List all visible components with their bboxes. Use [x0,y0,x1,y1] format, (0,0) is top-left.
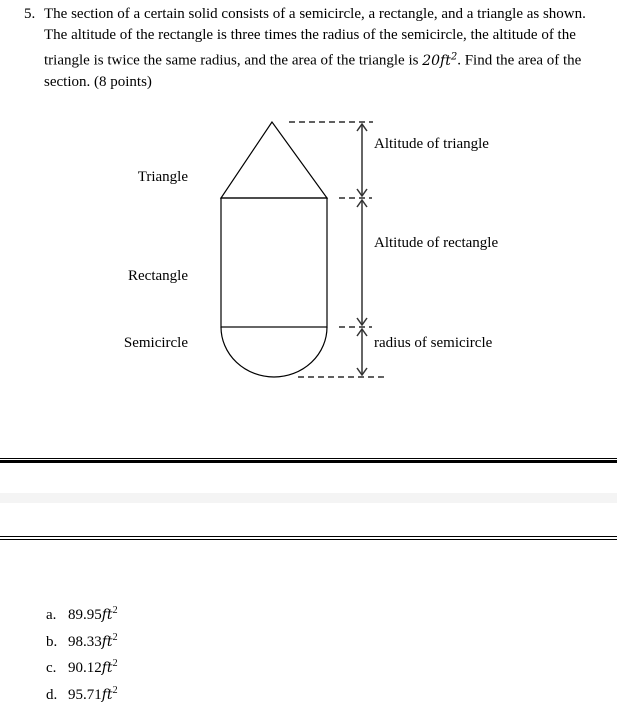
choice-c[interactable] [46,653,118,680]
rectangle-altitude-arrow [357,200,367,325]
area-unit: ft [440,53,451,69]
choice-exp: 2 [113,605,118,616]
divider-top-thick [0,460,617,463]
semicircle-shape [221,327,327,377]
question-text-end: . Find the area of the section. (8 points) [44,53,581,90]
choice-exp: 2 [113,658,118,669]
choice-value: 90.12 [68,660,102,676]
choice-value: 89.95 [68,607,102,623]
choice-exp: 2 [113,632,118,643]
divider-top-thin [0,458,617,459]
area-value: 20 [422,53,440,69]
label-altitude-rectangle: Altitude of rectangle [374,235,498,252]
choice-exp: 2 [113,685,118,696]
choice-unit: ft [102,660,113,676]
rectangle-shape [221,198,327,327]
label-rectangle: Rectangle [128,268,188,285]
choice-value: 98.33 [68,634,102,650]
choice-value: 95.71 [68,687,102,703]
choice-letter: d. [46,685,68,706]
choice-b[interactable] [46,627,118,654]
choice-unit: ft [102,607,113,623]
divider-bottom-1 [0,536,617,537]
triangle-shape [221,122,327,198]
choice-letter: c. [46,658,68,680]
label-triangle: Triangle [138,169,188,186]
triangle-altitude-arrow [357,124,367,196]
gray-band [0,493,617,503]
label-radius: radius of semicircle [374,335,492,352]
question-number: 5. [24,4,35,25]
question-text: The section of a certain solid consists of a semicircle, a rectangle, and a triangle as shown. The altitude of the rectangle is three times the radius of the semicircle, the altitude of the triangle is twice the same radius, and the area of the triangle is [44,6,586,69]
choice-unit: ft [102,634,113,650]
divider-bottom-2 [0,539,617,540]
dashed-guides [289,122,384,377]
label-altitude-triangle: Altitude of triangle [374,136,489,153]
answer-choices [46,600,118,706]
choice-a[interactable] [46,600,118,627]
choice-unit: ft [102,687,113,703]
label-semicircle: Semicircle [124,335,188,352]
choice-letter: b. [46,632,68,654]
radius-arrow [357,329,367,375]
choice-letter: a. [46,605,68,627]
area-exp: 2 [451,51,457,62]
